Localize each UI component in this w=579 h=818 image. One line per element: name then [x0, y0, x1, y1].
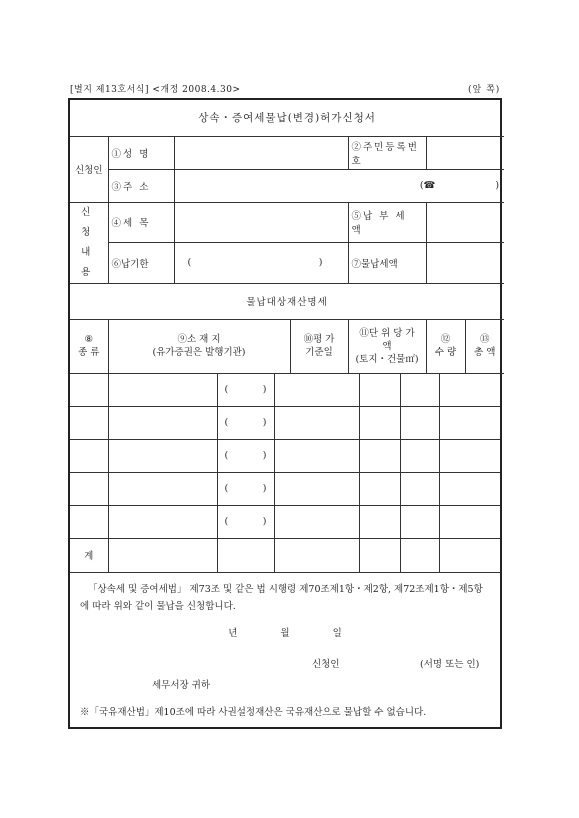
quantity-cell[interactable]: [359, 472, 400, 505]
form-number: [별지 제13호서식] <개정 2008.4.30>: [70, 85, 241, 95]
tax-item-label: ④세 목: [108, 202, 174, 243]
due-paren-open: (: [187, 257, 192, 269]
request-section-label: 신 청 내 용: [70, 202, 108, 283]
name-field[interactable]: [174, 136, 348, 169]
in-kind-amount-label: ⑦물납세액: [348, 243, 426, 284]
paren-open: (: [224, 417, 229, 428]
total-quantity-cell[interactable]: [359, 538, 400, 572]
unit-price-cell[interactable]: [274, 505, 359, 538]
total-remarks-cell[interactable]: [439, 538, 500, 572]
total-cell[interactable]: [400, 439, 439, 472]
phone-close: ): [495, 180, 500, 191]
tax-amount-field[interactable]: [426, 202, 504, 243]
resident-id-label: ②주민등록번호: [348, 136, 426, 169]
unit-price-cell[interactable]: [274, 406, 359, 439]
paren-close: ): [262, 483, 267, 494]
total-price-cell[interactable]: [274, 538, 359, 572]
remarks-cell[interactable]: [439, 406, 500, 439]
signature-hint: (서명 또는 인): [420, 658, 480, 670]
location-cell[interactable]: [108, 406, 217, 439]
col-total: ⑬ 총 액: [465, 319, 504, 373]
total-location-cell[interactable]: [108, 538, 217, 572]
col-kind: ⑧ 종 류: [70, 319, 108, 373]
valuation-date-cell[interactable]: [217, 505, 274, 538]
notice: ※「국유재산법」제10조에 따라 사권설정재산은 국유재산으로 물납할 수 없습니다.: [80, 706, 427, 718]
quantity-cell[interactable]: [359, 373, 400, 406]
quantity-cell[interactable]: [359, 406, 400, 439]
col-valuation-date: ⑩평 가 기준일: [290, 319, 348, 373]
due-date-field[interactable]: [174, 243, 348, 284]
location-cell[interactable]: [108, 439, 217, 472]
table-row: [70, 472, 500, 505]
paren-open: (: [224, 483, 229, 494]
col-unit-price: ⑪단 위 당 가 액 (토지・건물㎡): [348, 319, 426, 373]
location-cell[interactable]: [108, 373, 217, 406]
paren-open: (: [224, 450, 229, 461]
address-label: ③주 소: [108, 169, 174, 202]
total-cell[interactable]: [400, 472, 439, 505]
page-side: (앞 쪽): [468, 85, 501, 95]
unit-price-cell[interactable]: [274, 472, 359, 505]
phone-open: (☎: [419, 180, 436, 191]
valuation-date-cell[interactable]: [217, 406, 274, 439]
paren-open: (: [224, 516, 229, 527]
applicant-signature-label: 신청인: [312, 658, 340, 670]
declaration-block: [70, 573, 500, 727]
remarks-cell[interactable]: [439, 472, 500, 505]
in-kind-amount-field[interactable]: [426, 243, 504, 284]
property-rows: [70, 373, 500, 573]
kind-cell[interactable]: [70, 472, 108, 505]
date-line: 년 월 일: [228, 627, 342, 639]
form-table: [70, 100, 504, 374]
paren-close: ): [262, 417, 267, 428]
table-row: [70, 439, 500, 472]
kind-cell[interactable]: [70, 505, 108, 538]
application-form: [68, 98, 502, 729]
unit-price-cell[interactable]: [274, 373, 359, 406]
valuation-date-cell[interactable]: [217, 439, 274, 472]
quantity-cell[interactable]: [359, 505, 400, 538]
property-section-title: 물납대상재산명세: [70, 283, 504, 319]
total-label: 계: [70, 538, 108, 572]
total-date-cell[interactable]: [217, 538, 274, 572]
col-quantity: ⑫ 수 량: [426, 319, 465, 373]
due-paren-close: ): [318, 257, 323, 269]
unit-price-cell[interactable]: [274, 439, 359, 472]
table-row: [70, 373, 500, 406]
valuation-date-cell[interactable]: [217, 373, 274, 406]
form-title: 상속・증여세물납(변경)허가신청서: [70, 100, 504, 136]
table-row: [70, 505, 500, 538]
kind-cell[interactable]: [70, 406, 108, 439]
due-date-label: ⑥납기한: [108, 243, 174, 284]
col-location: ⑨소 재 지 (유가증권은 발행기관): [108, 319, 290, 373]
paren-close: ): [262, 384, 267, 395]
paren-close: ): [262, 516, 267, 527]
tax-item-field[interactable]: [174, 202, 348, 243]
total-cell[interactable]: [400, 406, 439, 439]
paren-close: ): [262, 450, 267, 461]
kind-cell[interactable]: [70, 439, 108, 472]
remarks-cell[interactable]: [439, 505, 500, 538]
remarks-cell[interactable]: [439, 373, 500, 406]
total-cell[interactable]: [400, 505, 439, 538]
valuation-date-cell[interactable]: [217, 472, 274, 505]
resident-id-field[interactable]: [426, 136, 504, 169]
remarks-cell[interactable]: [439, 439, 500, 472]
table-row: [70, 406, 500, 439]
recipient-office: 세무서장 귀하: [152, 679, 211, 691]
paren-open: (: [224, 384, 229, 395]
total-amount-cell[interactable]: [400, 538, 439, 572]
kind-cell[interactable]: [70, 373, 108, 406]
applicant-section-label: 신청인: [70, 136, 108, 202]
location-cell[interactable]: [108, 472, 217, 505]
location-cell[interactable]: [108, 505, 217, 538]
declaration-statement: 「상속세 및 증여세법」 제73조 및 같은 법 시행령 제70조제1항・제2항, 제72조제1항・제5항에 따라 위와 같이 물납을 신청합니다.: [80, 583, 483, 612]
address-field[interactable]: [174, 169, 504, 202]
total-row: [70, 538, 500, 572]
quantity-cell[interactable]: [359, 439, 400, 472]
tax-amount-label: ⑤납 부 세 액: [348, 202, 426, 243]
total-cell[interactable]: [400, 373, 439, 406]
name-label: ①성 명: [108, 136, 174, 169]
